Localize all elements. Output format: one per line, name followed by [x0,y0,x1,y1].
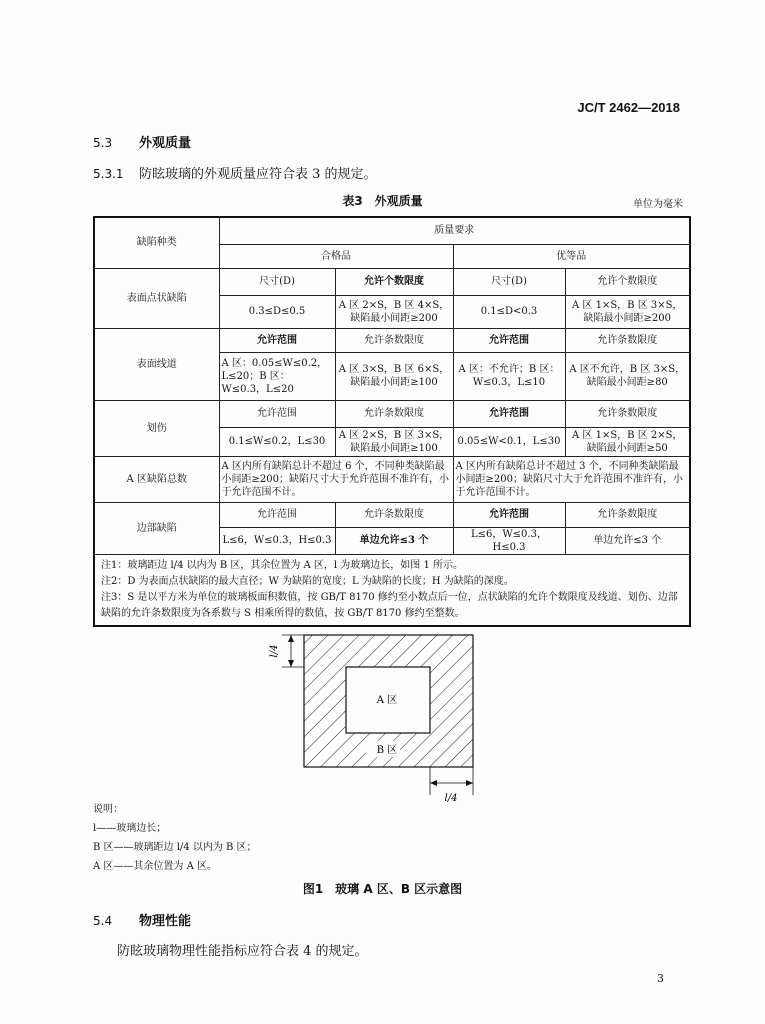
table-cell: 允许范围 [453,400,565,427]
table-cell: 允许个数限度 [335,268,453,295]
section-5-4-heading: 5.4 物理性能 [93,914,192,929]
table-cell: 允许条数限度 [335,502,453,527]
table-cell: A 区内所有缺陷总计不超过 3 个，不同种类缺陷最小间距≥200；缺陷尺寸大于允许范围不准许有，小于允许范围不计。 [453,456,690,502]
header-superior: 优等品 [453,244,690,268]
table-cell: A 区：0.05≤W≤0.2，L≤20；B 区：W≤0.3，L≤20 [219,352,335,400]
figure-1-caption: 图1 玻璃 A 区、B 区示意图 [302,882,463,896]
table-cell: 允许条数限度 [565,328,690,352]
row-name-edge-defect: 边部缺陷 [94,502,219,554]
table-cell: 0.3≤D≤0.5 [219,295,335,328]
left-dimension-label: l/4 [269,644,280,658]
table-3-title: 表3 外观质量 [342,194,423,208]
figure-1-legend [93,800,257,876]
table-cell: 允许条数限度 [565,502,690,527]
table-cell: 允许范围 [219,400,335,427]
row-name-point-defect: 表面点状缺陷 [94,268,219,328]
table-cell: 允许范围 [453,328,565,352]
table-note: 注1：玻璃距边 l/4 以内为 B 区，其余位置为 A 区，l 为玻璃边长，如图 1 所示。 [101,559,464,571]
table-cell: 允许范围 [219,328,335,352]
table-cell: 0.05≤W<0.1，L≤30 [453,427,565,456]
table-3-unit: 单位为毫米 [633,199,683,210]
table-cell: 允许范围 [453,502,565,527]
section-5-3-1-paragraph: 5.3.1 防眩玻璃的外观质量应符合表 3 的规定。 [93,167,377,182]
table-cell: 允许条数限度 [335,328,453,352]
table-note: 注2：D 为表面点状缺陷的最大直径；W 为缺陷的宽度；L 为缺陷的长度；H 为缺陷的深度。 [101,575,514,587]
table-cell: L≤6，W≤0.3，H≤0.3 [453,527,565,554]
table-cell: 允许条数限度 [335,400,453,427]
table-cell: A 区 1×S，B 区 3×S，缺陷最小间距≥200 [565,295,690,328]
table-cell: 0.1≤W≤0.2，L≤30 [219,427,335,456]
table-cell: A 区 3×S，B 区 6×S，缺陷最小间距≥100 [335,352,453,400]
page-number: 3 [657,972,664,985]
table-cell: 单边允许≤3 个 [335,527,453,554]
header-defect-type: 缺陷种类 [94,217,219,268]
legend-item: l——玻璃边长； [93,823,167,834]
table-cell: A 区 2×S，B 区 4×S，缺陷最小间距≥200 [335,295,453,328]
table-cell: 允许范围 [219,502,335,527]
a-zone-label: A 区 [376,695,398,706]
table-cell: 允许条数限度 [565,400,690,427]
header-quality-requirement: 质量要求 [219,217,690,244]
row-name-scratch: 划伤 [94,400,219,456]
figure-1-zone-diagram [260,625,490,805]
row-name-a-zone-total: A 区缺陷总数 [94,456,219,502]
table-cell: A 区内所有缺陷总计不超过 6 个，不同种类缺陷最小间距≥200；缺陷尺寸大于允许范围不准许有，小于允许范围不计。 [219,456,453,502]
table-notes [94,554,690,626]
legend-item: B 区——玻璃距边 l/4 以内为 B 区； [93,842,257,853]
row-name-surface-line: 表面线道 [94,328,219,400]
section-5-4-paragraph: 防眩玻璃物理性能指标应符合表 4 的规定。 [117,944,368,959]
table-cell: A 区：不允许；B 区：W≤0.3，L≤10 [453,352,565,400]
table-cell: 尺寸(D) [453,268,565,295]
table-cell: A 区不允许，B 区 3×S，缺陷最小间距≥80 [565,352,690,400]
standard-number: JC/T 2462—2018 [577,100,680,115]
header-qualified: 合格品 [219,244,453,268]
table-cell: A 区 2×S，B 区 3×S，缺陷最小间距≥100 [335,427,453,456]
table-cell: L≤6，W≤0.3，H≤0.3 [219,527,335,554]
legend-title: 说明： [93,804,123,815]
section-5-3-heading: 5.3 外观质量 [93,136,192,151]
table-cell: 单边允许≤3 个 [565,527,690,554]
table-3-appearance-quality [93,216,691,627]
table-cell: 允许个数限度 [565,268,690,295]
legend-item: A 区——其余位置为 A 区。 [93,861,217,872]
table-note: 注3：S 是以平方米为单位的玻璃板面积数值，按 GB/T 8170 修约至小数点后一位，点状缺陷的允许个数限度及线道、划伤、边部缺陷的允许条数限度为各系数与 S 相乘所得的数值，按 GB/T 8170 修约至整数。 [101,591,678,619]
table-cell: 0.1≤D<0.3 [453,295,565,328]
table-cell: 尺寸(D) [219,268,335,295]
bottom-dimension-label: l/4 [444,793,458,804]
b-zone-label: B 区 [376,745,398,756]
table-cell: A 区 1×S，B 区 2×S，缺陷最小间距≥50 [565,427,690,456]
